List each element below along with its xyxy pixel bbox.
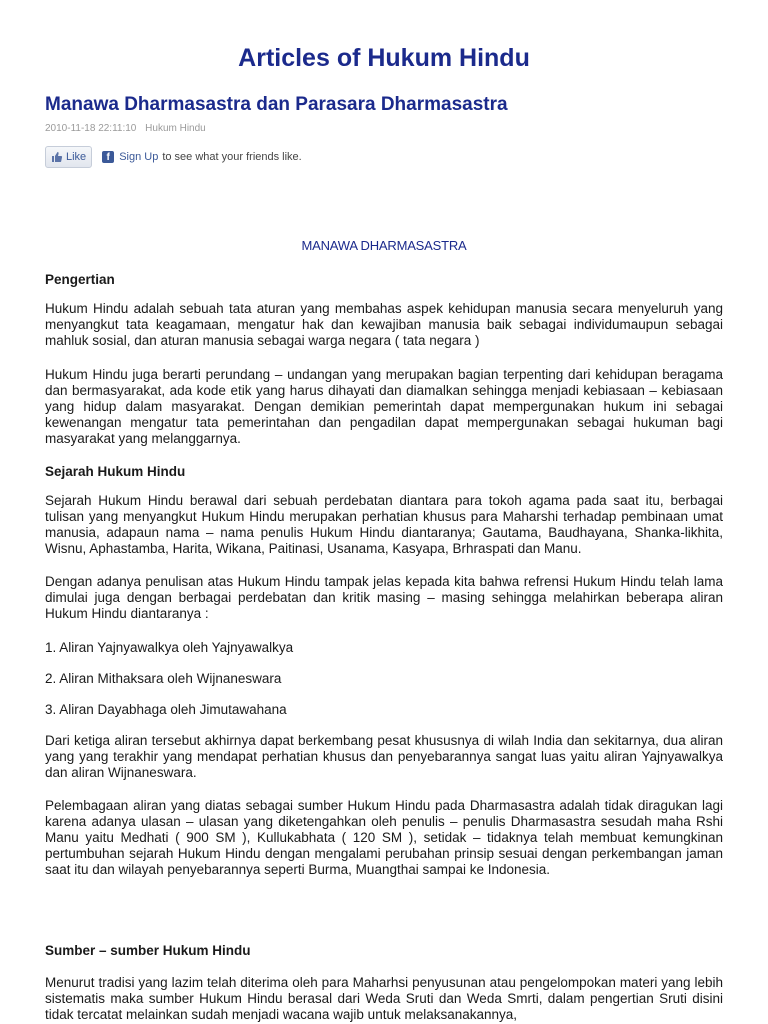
paragraph: Dari ketiga aliran tersebut akhirnya dapat berkembang pesat khususnya di wilah India dan sekitarnya, dua aliran yang yang terakhir yang mendapat perhatian khusus dan penyebarannya sangat luas yaitu aliran Yajnyawalkya dan aliran Wijnaneswara.	[45, 733, 723, 780]
site-title: Articles of Hukum Hindu	[238, 44, 530, 72]
article-category[interactable]: Hukum Hindu	[145, 123, 206, 134]
social-bar	[45, 146, 302, 168]
paragraph: Pelembagaan aliran yang diatas sebagai sumber Hukum Hindu pada Dharmasastra adalah tidak diragukan lagi karena adanya ulasan – ulasan yang diketengahkan oleh penulis – penulis Dharmasastra sesudah maha Rshi Manu yaitu Medhati ( 900 SM ), Kullukabhata ( 120 SM ), setidak – tidaknya telah membuat kemungkinan pertumbuhan sejarah Hukum Hindu dengan mengalami perubahan prinsip sesuai dengan perkembangan jaman saat itu dan wilayah penyebarannya seperti Burma, Muangthai sampai ke Indonesia.	[45, 798, 723, 877]
article-meta	[45, 123, 206, 134]
thumbs-up-icon	[51, 151, 63, 163]
article-date: 2010-11-18 22:11:10	[45, 123, 137, 134]
facebook-icon: f	[102, 151, 114, 163]
paragraph: Sejarah Hukum Hindu berawal dari sebuah perdebatan diantara para tokoh agama pada saat itu, berbagai tulisan yang menyangkut Hukum Hindu merupakan perhatian khusus para Maharshi terhadap pembinaan umat manusia, adapaun nama – nama penulis Hukum Hindu diantaranya; Gautama, Baudhayana, Shanka-likhita, Wisnu, Aphastamba, Harita, Wikana, Paitinasi, Usanama, Kasyapa, Brhraspati dan Manu.	[45, 493, 723, 556]
like-button[interactable]	[45, 146, 92, 168]
signup-text: to see what your friends like.	[162, 151, 302, 163]
list-item: 1. Aliran Yajnyawalkya oleh Yajnyawalkya	[45, 640, 294, 655]
heading-sejarah: Sejarah Hukum Hindu	[45, 464, 186, 479]
paragraph: Hukum Hindu adalah sebuah tata aturan yang membahas aspek kehidupan manusia secara menyeluruh yang menyangkut tata keagamaan, mengatur hak dan kewajiban manusia baik sebagai individumaupun sebagai mahluk sosial, dan aturan manusia sebagai warga negara ( tata negara )	[45, 301, 723, 348]
list-item: 2. Aliran Mithaksara oleh Wijnaneswara	[45, 671, 282, 686]
list-item: 3. Aliran Dayabhaga oleh Jimutawahana	[45, 702, 287, 717]
signup-link[interactable]: Sign Up	[119, 151, 159, 163]
heading-pengertian: Pengertian	[45, 272, 115, 287]
paragraph: Dengan adanya penulisan atas Hukum Hindu tampak jelas kepada kita bahwa refrensi Hukum Hindu telah lama dimulai juga dengan berbagai perdebatan dan kritik masing – masing sehingga melahirkan beberapa aliran Hukum Hindu diantaranya :	[45, 574, 723, 621]
like-label: Like	[66, 151, 87, 163]
article-title[interactable]: Manawa Dharmasastra dan Parasara Dharmasastra	[45, 94, 508, 115]
paragraph: Hukum Hindu juga berarti perundang – undangan yang merupakan bagian terpenting dari kehidupan beragama dan bermasyarakat, ada kode etik yang harus dihayati dan diamalkan sehingga menjadi kebiasaan – kebiasaan yang hidup dalam masyarakat. Dengan demikian pemerintah dapat mempergunakan hukum ini sebagai kewenangan mengatur tata pemerintahan dan pengadilan dapat mempergunakan sebagai hukuman bagi masyarakat yang melanggarnya.	[45, 367, 723, 446]
heading-sumber: Sumber – sumber Hukum Hindu	[45, 943, 251, 958]
paragraph: Menurut tradisi yang lazim telah diterima oleh para Maharhsi penyusunan atau pengelompokan materi yang lebih sistematis maka sumber Hukum Hindu berasal dari Weda Sruti dan Weda Smrti, dalam pengertian Sruti disini tidak tercatat melainkan sudah menjadi wacana wajib untuk melaksanakannya,	[45, 975, 723, 1022]
section-title: MANAWA DHARMASASTRA	[301, 238, 467, 253]
